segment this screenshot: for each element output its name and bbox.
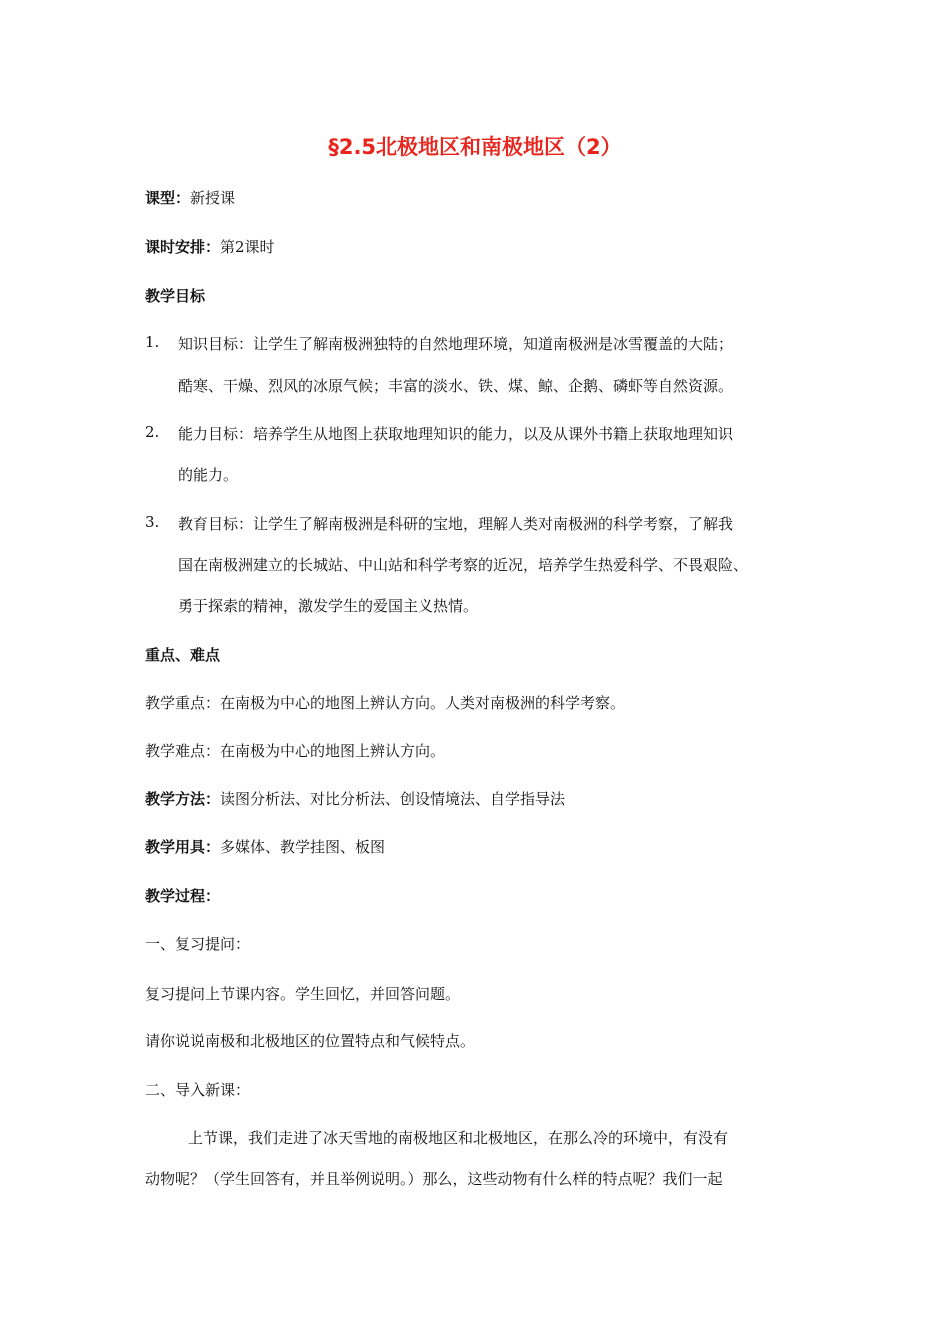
- objective-2-line-1: 能力目标：培养学生从地图上获取地理知识的能力，以及从课外书籍上获取地理知识: [178, 425, 734, 443]
- tools-value: 多媒体、教学挂图、板图: [220, 838, 386, 856]
- objective-number-1: 1.: [145, 333, 160, 351]
- key-points-heading: 重点、难点: [145, 646, 221, 664]
- review-line-1: 复习提问上节课内容。学生回忆，并回答问题。: [145, 985, 461, 1003]
- process-heading: 教学过程：: [145, 887, 221, 905]
- objectives-heading: 教学目标: [145, 287, 206, 305]
- methods-label: 教学方法：: [145, 790, 221, 808]
- objective-2-line-2: 的能力。: [178, 466, 239, 484]
- review-heading: 一、复习提问：: [145, 935, 251, 953]
- schedule-row: [145, 236, 275, 257]
- intro-line-2: 动物呢？（学生回答有，并且举例说明。）那么，这些动物有什么样的特点呢？我们一起: [145, 1170, 723, 1188]
- objective-3-line-3: 勇于探索的精神，激发学生的爱国主义热情。: [178, 597, 479, 615]
- intro-line-1: 上节课，我们走进了冰天雪地的南极地区和北极地区，在那么冷的环境中，有没有: [188, 1129, 729, 1147]
- tools-row: [145, 836, 385, 857]
- objective-1-line-2: 酷寒、干燥、烈风的冰原气候；丰富的淡水、铁、煤、鲸、企鹅、磷虾等自然资源。: [178, 377, 734, 395]
- tools-label: 教学用具：: [145, 838, 221, 856]
- objective-3-line-1: 教育目标：让学生了解南极洲是科研的宝地，理解人类对南极洲的科学考察，了解我: [178, 515, 734, 533]
- methods-row: [145, 788, 565, 809]
- course-type-value: 新授课: [190, 189, 236, 207]
- objective-number-2: 2.: [145, 423, 160, 441]
- page-title: §2.5北极地区和南极地区（2）: [328, 135, 622, 159]
- course-type-label: 课型：: [145, 189, 191, 207]
- methods-value: 读图分析法、对比分析法、创设情境法、自学指导法: [220, 790, 566, 808]
- teaching-difficulty: 教学难点：在南极为中心的地图上辨认方向。: [145, 742, 446, 760]
- course-type-row: [145, 187, 235, 208]
- schedule-label: 课时安排：: [145, 238, 221, 256]
- teaching-focus: 教学重点：在南极为中心的地图上辨认方向。人类对南极洲的科学考察。: [145, 694, 626, 712]
- review-line-2: 请你说说南极和北极地区的位置特点和气候特点。: [145, 1032, 476, 1050]
- objective-1-line-1: 知识目标：让学生了解南极洲独特的自然地理环境，知道南极洲是冰雪覆盖的大陆；: [178, 335, 734, 353]
- objective-number-3: 3.: [145, 513, 160, 531]
- intro-heading: 二、导入新课：: [145, 1081, 251, 1099]
- objective-3-line-2: 国在南极洲建立的长城站、中山站和科学考察的近况，培养学生热爱科学、不畏艰险、: [178, 556, 749, 574]
- schedule-value: 第2课时: [220, 238, 275, 256]
